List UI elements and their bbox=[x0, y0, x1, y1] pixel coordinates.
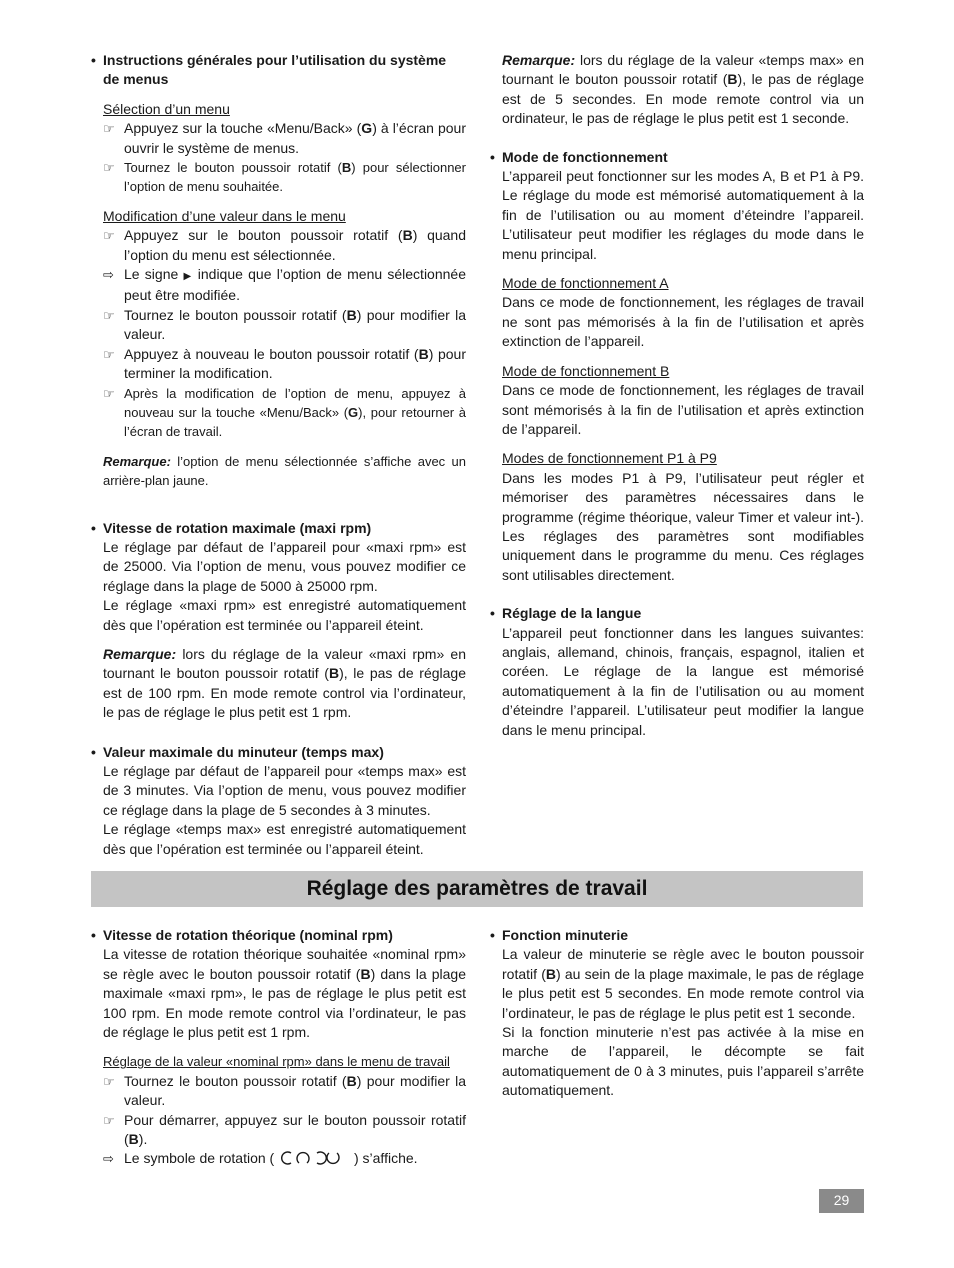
hollow-arrow-icon: ⇨ bbox=[103, 267, 114, 283]
section-langue bbox=[490, 604, 864, 740]
hand-pointer-icon: ☞ bbox=[103, 1112, 115, 1128]
list-item: ⇨ Le symbole de rotation ( ) s’affiche. bbox=[103, 1149, 466, 1168]
subheading-selection: Sélection d’un menu bbox=[103, 100, 230, 117]
paragraph: Le réglage par défaut de l’appareil pour «maxi rpm» est de 25000. Via l’option de menu, vous pouvez modifier ce réglage dans la plage de 5000 à 25000 rpm. bbox=[103, 538, 466, 594]
left-column-bottom bbox=[91, 926, 466, 1169]
paragraph: Le réglage «maxi rpm» est enregistré automatiquement dès que l’opération est terminée ou l’appareil éteint. bbox=[103, 597, 466, 633]
hand-pointer-icon: ☞ bbox=[103, 160, 115, 176]
list-item: ☞ Appuyez sur le bouton poussoir rotatif (B) quand l’option du menu est sélectionnée. bbox=[103, 227, 467, 263]
paragraph: La vitesse de rotation théorique souhaitée «nominal rpm» se règle avec le bouton poussoir rotatif (B) dans la plage maximale «maxi rpm», le pas de réglage le plus petit est 100 rpm. En mode remote control via l’ordinateur, le pas de réglage le plus petit est 1 rpm. bbox=[103, 946, 467, 1041]
subheading-mode-p: Modes de fonctionnement P1 à P9 bbox=[502, 450, 717, 467]
section-heading: • Instructions générales pour l’utilisation du système de menus bbox=[91, 52, 447, 88]
list-item: ☞ Tournez le bouton poussoir rotatif (B) pour sélectionner l’option de menu souhaitée. bbox=[103, 160, 466, 195]
list-item: ⇨ Le signe ▶ indique que l’option de menu sélectionnée peut être modifiée. bbox=[103, 266, 466, 304]
list-item: ☞ Après la modification de l’option de menu, appuyez à nouveau sur la touche «Menu/Back» (G), pour retourner à l’écran de travail. bbox=[103, 385, 466, 440]
page-number: 29 bbox=[819, 1189, 864, 1213]
section-heading: • Vitesse de rotation théorique (nominal rpm) bbox=[91, 927, 393, 943]
subheading-modification: Modification d’une valeur dans le menu bbox=[103, 207, 346, 224]
hand-pointer-icon: ☞ bbox=[103, 1073, 115, 1089]
section-mode bbox=[490, 148, 864, 586]
hollow-arrow-icon: ⇨ bbox=[103, 1151, 114, 1167]
subheading-nominal: Réglage de la valeur «nominal rpm» dans le menu de travail bbox=[103, 1054, 450, 1070]
note: Remarque: lors du réglage de la valeur «temps max» en tournant le bouton poussoir rotatif (B), le pas de réglage est de 5 secondes. En mode remote control via un ordinateur, le pas de réglage le plus petit est 1 seconde. bbox=[502, 52, 864, 127]
hand-pointer-icon: ☞ bbox=[103, 121, 115, 137]
section-heading: • Valeur maximale du minuteur (temps max) bbox=[91, 743, 384, 760]
list-item: ☞ Tournez le bouton poussoir rotatif (B) pour modifier la valeur. bbox=[103, 306, 466, 343]
paragraph: Dans les modes P1 à P9, l’utilisateur peut régler et mémoriser des paramètres nécessaires dans le programme (régime théorique, valeur Timer et valeur int-). Les réglages des paramètres sont modifiables uniquement dans le programme du menu. Ces réglages sont utilisables directement. bbox=[502, 469, 864, 583]
paragraph: Dans ce mode de fonctionnement, les réglages de travail sont mémorisés à la fin de l’utilisation et après extinction de l’appareil. bbox=[502, 382, 864, 437]
banner-title: Réglage des paramètres de travail bbox=[306, 877, 648, 901]
paragraph: L’appareil peut fonctionner sur les modes A, B et P1 à P9. Le réglage du mode est mémorisé automatiquement à la fin de l’utilisation ou au moment d’éteindre l’appareil. L’utilisateur peut modifier les réglages du mode dans le menu principal. bbox=[502, 168, 864, 262]
section-heading: • Réglage de la langue bbox=[490, 605, 642, 622]
paragraph: La valeur de minuterie se règle avec le bouton poussoir rotatif (B) au sein de la plage maximale, le pas de réglage le plus petit est 5 secondes. En mode remote control via l’ordinateur, le pas de réglage le plus petit est 1 seconde. bbox=[502, 946, 864, 1021]
paragraph: L’appareil peut fonctionner dans les langues suivantes: anglais, allemand, chinois, français, espagnol, italien et coréen. Le réglage de la langue est mémorisé automatiquement à la fin de l’utilisation ou au moment d’éteindre l’appareil. L’utilisateur peut modifier la langue dans le menu principal. bbox=[502, 624, 864, 738]
paragraph: Dans ce mode de fonctionnement, les réglages de travail ne sont pas mémorisés à la fin de l’utilisation et après extinction de l’appareil. bbox=[502, 294, 864, 350]
hand-pointer-icon: ☞ bbox=[103, 307, 115, 323]
triangle-right-icon: ▶ bbox=[183, 271, 193, 283]
paragraph: Le réglage «temps max» est enregistré automatiquement dès que l’opération est terminée ou l’appareil éteint. bbox=[103, 821, 466, 857]
section-banner bbox=[91, 871, 863, 907]
section-maxi-rpm bbox=[91, 519, 466, 723]
hand-pointer-icon: ☞ bbox=[103, 346, 115, 362]
paragraph: Le réglage par défaut de l’appareil pour «temps max» est de 3 minutes. Via l’option de menu, vous pouvez modifier ce réglage dans la plage de 5 secondes à 3 minutes. bbox=[103, 763, 466, 818]
right-column-top bbox=[490, 51, 864, 759]
section-heading: • Mode de fonctionnement bbox=[490, 148, 668, 165]
hand-pointer-icon: ☞ bbox=[103, 228, 115, 244]
note: Remarque: lors du réglage de la valeur «maxi rpm» en tournant le bouton poussoir rotatif (B), le pas de réglage est de 100 rpm. En mode remote control via l’ordinateur, le pas de réglage le plus petit est 1 rpm. bbox=[103, 645, 466, 721]
right-column-bottom bbox=[490, 926, 864, 1101]
list-item: ☞ Appuyez à nouveau le bouton poussoir rotatif (B) pour terminer la modification. bbox=[103, 345, 466, 382]
section-heading: • Fonction minuterie bbox=[490, 927, 628, 943]
rotation-symbol-icon bbox=[278, 1150, 350, 1166]
subheading-mode-b: Mode de fonctionnement B bbox=[502, 362, 670, 379]
section-heading: • Vitesse de rotation maximale (maxi rpm) bbox=[91, 519, 372, 536]
paragraph: Si la fonction minuterie n’est pas activée à la mise en marche de l’appareil, le décompte se fait automatiquement de 0 à 3 minutes, puis l’appareil s’arrête automatiquement. bbox=[502, 1024, 864, 1099]
list-item: ☞ Tournez le bouton poussoir rotatif (B) pour modifier la valeur. bbox=[103, 1072, 466, 1109]
subheading-mode-a: Mode de fonctionnement A bbox=[502, 275, 669, 292]
section-menus bbox=[91, 51, 466, 491]
hand-pointer-icon: ☞ bbox=[103, 385, 115, 401]
section-temps-max bbox=[91, 743, 466, 859]
list-item: ☞ Pour démarrer, appuyez sur le bouton poussoir rotatif (B). bbox=[103, 1111, 466, 1148]
left-column-top bbox=[91, 51, 466, 878]
list-item: ☞ Appuyez sur la touche «Menu/Back» (G) à l’écran pour ouvrir le système de menus. bbox=[103, 120, 466, 156]
note: Remarque: l’option de menu sélectionnée s’affiche avec un arrière-plan jaune. bbox=[103, 453, 466, 489]
